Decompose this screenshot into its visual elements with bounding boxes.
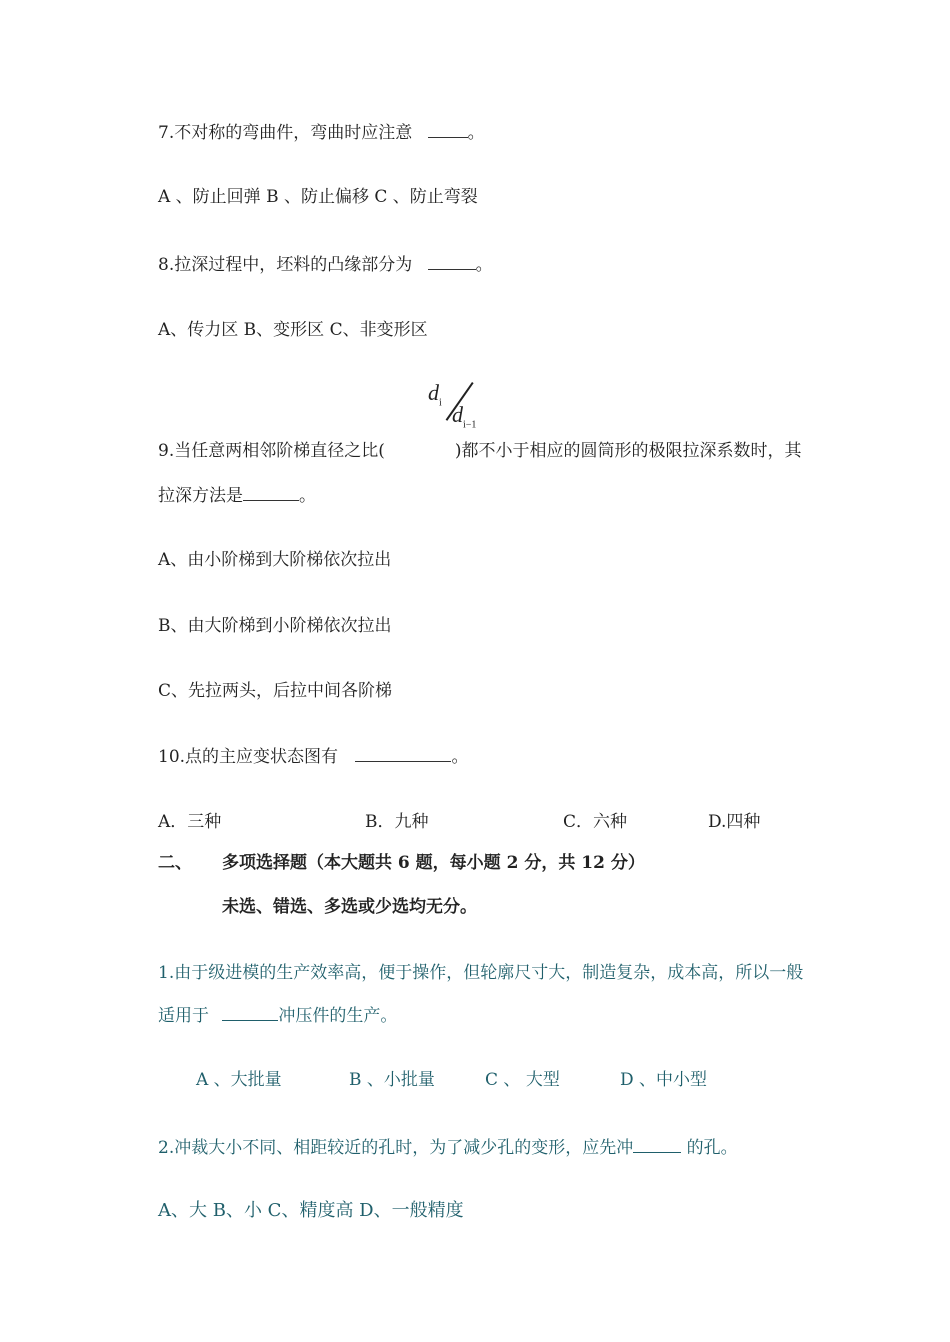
q8-text: 8.拉深过程中，坯料的凸缘部分为 xyxy=(158,255,413,275)
section-note: 未选、错选、多选或少选均无分。 xyxy=(222,897,477,917)
q9-text-b: )都不小于相应的圆筒形的极限拉深系数时，其 xyxy=(454,441,802,461)
m2-text-b: 的孔。 xyxy=(686,1138,738,1158)
section-number: 二、 xyxy=(158,853,192,873)
q9-option-a: A、由小阶梯到大阶梯依次拉出 xyxy=(158,550,392,570)
q9-text-a: 9.当任意两相邻阶梯直径之比( xyxy=(158,441,385,461)
q7-blank xyxy=(428,121,468,138)
formula-denominator: $d_{i-1}$ xyxy=(452,402,477,431)
q8-blank xyxy=(428,253,476,270)
m1-blank xyxy=(222,1004,278,1021)
m1-text-b: 冲压件的生产。 xyxy=(278,1006,398,1026)
q7-end: 。 xyxy=(467,123,485,143)
m1-option-c: C 、 大型 xyxy=(485,1070,560,1090)
m1-line2 xyxy=(158,1004,397,1027)
q9-text-c: 拉深方法是 xyxy=(158,486,243,506)
q10-option-a: A．三种 xyxy=(158,812,222,832)
m1-option-d: D 、中小型 xyxy=(620,1070,708,1090)
q10-stem xyxy=(158,745,468,768)
q10-option-b: B．九种 xyxy=(365,812,429,832)
m1-line1: 1.由于级进模的生产效率高，便于操作，但轮廓尺寸大，制造复杂，成本高，所以一般 xyxy=(158,963,804,983)
q8-stem xyxy=(158,253,493,276)
q8-end: 。 xyxy=(475,255,493,275)
q7-text: 7.不对称的弯曲件，弯曲时应注意 xyxy=(158,123,413,143)
m2-stem xyxy=(158,1136,738,1159)
ratio-formula xyxy=(428,380,498,432)
q9-option-c: C、先拉两头，后拉中间各阶梯 xyxy=(158,681,393,701)
q9-option-b: B、由大阶梯到小阶梯依次拉出 xyxy=(158,616,392,636)
m1-text-a: 适用于 xyxy=(158,1006,209,1026)
q9-line2 xyxy=(158,484,316,507)
m2-options: A、大 B、小 C、精度高 D、一般精度 xyxy=(158,1200,464,1221)
q7-options: A 、防止回弹 B 、防止偏移 C 、防止弯裂 xyxy=(158,187,478,207)
q9-line1 xyxy=(158,440,802,462)
m1-option-b: B 、小批量 xyxy=(349,1070,435,1090)
q9-blank xyxy=(243,484,299,501)
q10-text: 10.点的主应变状态图有 xyxy=(158,747,339,767)
q7-stem xyxy=(158,121,485,144)
q8-options: A、传力区 B、变形区 C、非变形区 xyxy=(158,320,428,340)
q9-end: 。 xyxy=(299,486,316,506)
m1-option-a: A 、大批量 xyxy=(196,1070,282,1090)
q10-blank xyxy=(355,745,451,762)
m2-text-a: 2.冲裁大小不同、相距较近的孔时，为了减少孔的变形，应先冲 xyxy=(158,1138,634,1158)
formula-numerator: $d_i$ xyxy=(428,380,442,409)
m2-blank xyxy=(633,1136,681,1153)
section-title: 多项选择题（本大题共 6 题，每小题 2 分，共 12 分） xyxy=(222,853,645,873)
q10-option-d: D.四种 xyxy=(708,812,761,832)
q10-option-c: C．六种 xyxy=(563,812,628,832)
q10-end: 。 xyxy=(451,747,469,767)
